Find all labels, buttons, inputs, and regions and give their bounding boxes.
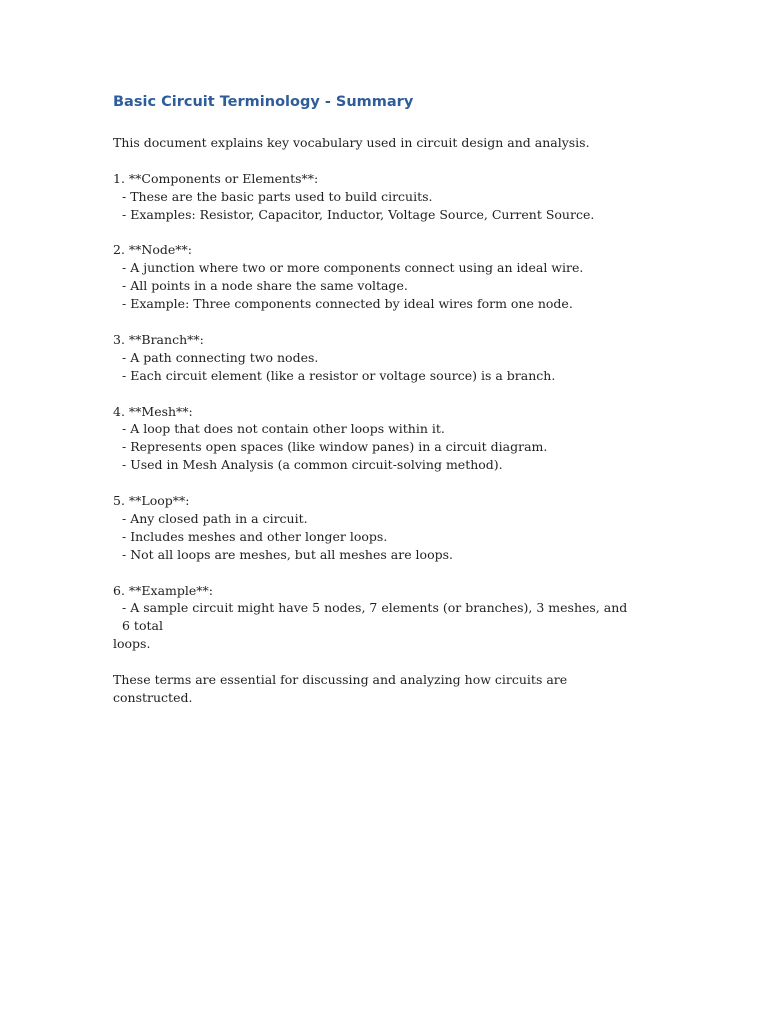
bullet-item: - Examples: Resistor, Capacitor, Inductor, Voltage Source, Current Source.	[122, 206, 595, 222]
section-heading: 6. **Example**:	[113, 582, 213, 598]
intro-paragraph: This document explains key vocabulary used in circuit design and analysis.	[113, 135, 590, 150]
bullet-item: - Used in Mesh Analysis (a common circuit-solving method).	[122, 457, 503, 473]
section-components	[113, 170, 638, 224]
bullet-item: - A sample circuit might have 5 nodes, 7 elements (or branches), 3 meshes, and 6 total	[122, 600, 632, 634]
bullet-item: - These are the basic parts used to build circuits.	[122, 188, 433, 204]
section-mesh	[113, 403, 638, 475]
bullet-item: - Represents open spaces (like window panes) in a circuit diagram.	[122, 439, 548, 455]
document-title: Basic Circuit Terminology - Summary	[113, 94, 414, 110]
section-heading: 2. **Node**:	[113, 242, 192, 258]
bullet-item: - Any closed path in a circuit.	[122, 510, 308, 526]
bullet-item: - All points in a node share the same voltage.	[122, 278, 408, 294]
section-heading: 1. **Components or Elements**:	[113, 170, 319, 186]
bullet-item: - A loop that does not contain other loops within it.	[122, 421, 445, 437]
bullet-item: - Includes meshes and other longer loops.	[122, 528, 388, 544]
bullet-item: - A path connecting two nodes.	[122, 349, 319, 365]
bullet-item: - A junction where two or more components connect using an ideal wire.	[122, 260, 584, 276]
section-heading: 4. **Mesh**:	[113, 403, 193, 419]
section-heading: 3. **Branch**:	[113, 331, 204, 347]
bullet-item: - Not all loops are meshes, but all meshes are loops.	[122, 546, 453, 562]
bullet-item: - Each circuit element (like a resistor or voltage source) is a branch.	[122, 367, 556, 383]
section-node	[113, 241, 638, 313]
bullet-item: - Example: Three components connected by ideal wires form one node.	[122, 296, 573, 312]
document-body	[113, 90, 638, 707]
bullet-continuation: loops.	[113, 636, 151, 652]
section-example	[113, 582, 638, 654]
section-heading: 5. **Loop**:	[113, 493, 190, 509]
closing-paragraph: These terms are essential for discussing and analyzing how circuits are constructed.	[113, 672, 568, 705]
section-loop	[113, 492, 638, 564]
section-branch	[113, 331, 638, 385]
